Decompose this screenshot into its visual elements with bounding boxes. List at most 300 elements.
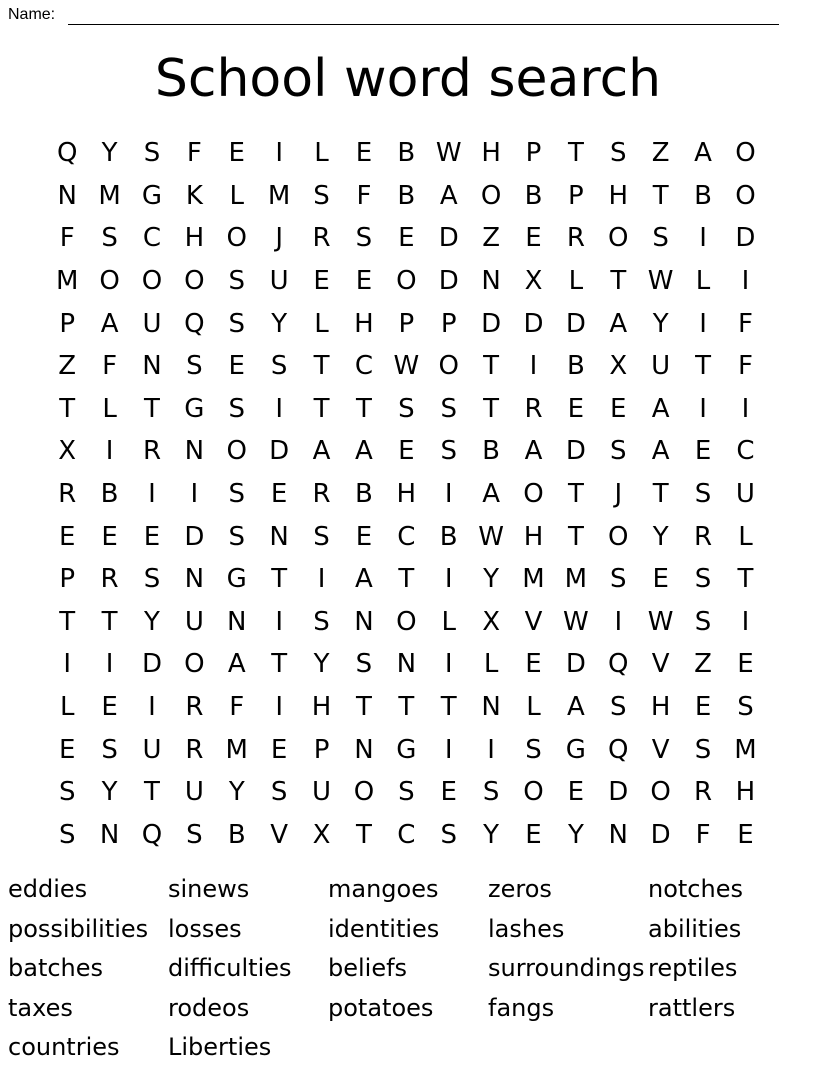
- grid-letter[interactable]: J: [275, 223, 283, 254]
- grid-letter[interactable]: Q: [56, 138, 78, 169]
- grid-letter[interactable]: P: [440, 308, 457, 339]
- grid-letter[interactable]: Y: [483, 564, 500, 595]
- grid-letter[interactable]: S: [186, 819, 203, 850]
- grid-letter[interactable]: C: [142, 223, 162, 254]
- grid-letter[interactable]: V: [651, 649, 670, 680]
- grid-letter[interactable]: E: [652, 564, 669, 595]
- grid-letter[interactable]: E: [398, 436, 415, 467]
- grid-letter[interactable]: E: [398, 223, 415, 254]
- grid-letter[interactable]: T: [355, 393, 372, 424]
- grid-letter[interactable]: B: [694, 180, 712, 211]
- grid-letter[interactable]: I: [444, 734, 453, 765]
- grid-letter[interactable]: B: [100, 479, 119, 510]
- grid-letter[interactable]: O: [480, 180, 502, 211]
- grid-letter[interactable]: A: [227, 649, 246, 680]
- grid-letter[interactable]: F: [356, 180, 372, 211]
- grid-letter[interactable]: T: [652, 180, 669, 211]
- grid-letter[interactable]: D: [565, 649, 586, 680]
- grid-letter[interactable]: I: [190, 479, 199, 510]
- grid-letter[interactable]: X: [609, 351, 628, 382]
- grid-letter[interactable]: O: [650, 777, 671, 808]
- grid-letter[interactable]: F: [695, 819, 711, 850]
- grid-letter[interactable]: A: [482, 479, 500, 510]
- word-list-item: eddies: [8, 875, 88, 903]
- grid-letter[interactable]: R: [100, 564, 119, 595]
- grid-letter[interactable]: B: [439, 521, 458, 552]
- grid-letter[interactable]: D: [438, 266, 459, 297]
- grid-letter[interactable]: I: [444, 479, 453, 510]
- grid-letter[interactable]: E: [355, 521, 373, 552]
- grid-letter[interactable]: W: [647, 606, 674, 637]
- grid-letter[interactable]: E: [101, 692, 118, 723]
- grid-letter[interactable]: L: [59, 692, 75, 723]
- grid-letter[interactable]: O: [523, 479, 544, 510]
- grid-letter[interactable]: E: [694, 436, 712, 467]
- grid-letter[interactable]: M: [267, 180, 291, 211]
- grid-letter[interactable]: A: [524, 436, 543, 467]
- grid-row: [46, 132, 767, 175]
- grid-letter[interactable]: E: [440, 777, 457, 808]
- grid-letter[interactable]: R: [185, 692, 204, 723]
- grid-letter[interactable]: E: [737, 649, 754, 680]
- grid-letter[interactable]: Y: [483, 819, 500, 850]
- grid-letter[interactable]: M: [522, 564, 545, 595]
- grid-letter[interactable]: L: [441, 606, 456, 637]
- grid-letter[interactable]: O: [438, 351, 459, 382]
- grid-letter[interactable]: C: [736, 436, 755, 467]
- grid-letter[interactable]: E: [355, 266, 373, 297]
- grid-letter[interactable]: I: [275, 692, 283, 723]
- grid-letter[interactable]: F: [737, 351, 753, 382]
- grid-letter[interactable]: R: [312, 223, 331, 254]
- word-list-item: taxes: [8, 993, 73, 1022]
- grid-letter[interactable]: O: [608, 521, 629, 552]
- grid-letter[interactable]: T: [737, 564, 754, 595]
- grid-letter[interactable]: E: [270, 734, 288, 765]
- grid-letter[interactable]: I: [444, 564, 453, 595]
- grid-letter[interactable]: S: [398, 777, 415, 808]
- grid-letter[interactable]: I: [699, 308, 707, 339]
- grid-letter[interactable]: E: [525, 819, 542, 850]
- grid-letter[interactable]: H: [354, 308, 374, 339]
- grid-letter[interactable]: W: [435, 138, 462, 169]
- grid-letter[interactable]: Y: [271, 308, 288, 339]
- grid-letter[interactable]: M: [734, 734, 757, 765]
- grid-letter[interactable]: N: [269, 521, 289, 552]
- grid-letter[interactable]: I: [699, 223, 707, 254]
- grid-letter[interactable]: D: [735, 223, 756, 254]
- grid-letter[interactable]: P: [313, 734, 330, 765]
- grid-letter[interactable]: I: [699, 393, 707, 424]
- grid-letter[interactable]: Y: [101, 138, 118, 169]
- grid-letter[interactable]: E: [101, 521, 118, 552]
- grid-letter[interactable]: I: [487, 734, 495, 765]
- grid-letter[interactable]: T: [59, 606, 76, 637]
- grid-letter[interactable]: T: [271, 649, 288, 680]
- grid-letter[interactable]: F: [186, 138, 202, 169]
- grid-letter[interactable]: S: [228, 266, 246, 297]
- grid-letter[interactable]: F: [102, 351, 118, 382]
- grid-letter[interactable]: T: [398, 564, 415, 595]
- grid-letter[interactable]: P: [398, 308, 415, 339]
- grid-letter[interactable]: U: [651, 351, 671, 382]
- grid-letter[interactable]: I: [63, 649, 72, 680]
- grid-letter[interactable]: I: [529, 351, 538, 382]
- grid-letter[interactable]: S: [694, 479, 712, 510]
- grid-letter[interactable]: P: [568, 180, 584, 211]
- grid-letter[interactable]: H: [608, 180, 629, 211]
- grid-letter[interactable]: P: [59, 308, 76, 339]
- grid-letter[interactable]: R: [58, 479, 77, 510]
- grid-letter[interactable]: S: [355, 649, 373, 680]
- grid-letter[interactable]: M: [55, 266, 79, 297]
- grid-letter[interactable]: Y: [228, 777, 245, 808]
- grid-letter[interactable]: H: [735, 777, 756, 808]
- grid-letter[interactable]: T: [483, 351, 500, 382]
- grid-letter[interactable]: T: [313, 393, 330, 424]
- grid-letter[interactable]: S: [58, 819, 76, 850]
- grid-letter[interactable]: I: [275, 606, 283, 637]
- grid-letter[interactable]: S: [143, 138, 161, 169]
- grid-letter[interactable]: S: [440, 393, 457, 424]
- grid-letter[interactable]: T: [144, 777, 160, 808]
- grid-letter[interactable]: L: [526, 692, 541, 723]
- grid-letter[interactable]: S: [355, 223, 373, 254]
- grid-letter[interactable]: S: [228, 308, 246, 339]
- grid-letter[interactable]: I: [317, 564, 326, 595]
- grid-letter[interactable]: D: [650, 819, 671, 850]
- grid-letter[interactable]: P: [59, 564, 76, 595]
- grid-letter[interactable]: E: [525, 649, 542, 680]
- grid-letter[interactable]: C: [397, 521, 416, 552]
- grid-letter[interactable]: Y: [313, 649, 330, 680]
- grid-letter[interactable]: S: [398, 393, 415, 424]
- grid-letter[interactable]: E: [228, 351, 245, 382]
- grid-letter[interactable]: U: [312, 777, 332, 808]
- grid-letter[interactable]: D: [141, 649, 162, 680]
- grid-letter[interactable]: N: [481, 266, 501, 297]
- grid-letter[interactable]: H: [396, 479, 417, 510]
- grid-letter[interactable]: R: [694, 521, 713, 552]
- grid-row: [46, 515, 767, 558]
- grid-letter[interactable]: N: [481, 692, 501, 723]
- grid-letter[interactable]: U: [735, 479, 755, 510]
- grid-letter[interactable]: S: [58, 777, 76, 808]
- grid-letter[interactable]: S: [313, 180, 330, 211]
- grid-letter[interactable]: G: [184, 393, 205, 424]
- grid-letter[interactable]: D: [608, 777, 629, 808]
- grid-letter[interactable]: G: [141, 180, 163, 211]
- grid-letter[interactable]: S: [270, 351, 288, 382]
- grid-letter[interactable]: T: [440, 692, 457, 723]
- grid-letter[interactable]: O: [184, 649, 205, 680]
- grid-letter[interactable]: N: [57, 180, 77, 211]
- grid-letter[interactable]: O: [735, 180, 756, 211]
- grid-letter[interactable]: L: [568, 266, 584, 297]
- grid-letter[interactable]: B: [227, 819, 246, 850]
- grid-letter[interactable]: A: [651, 393, 670, 424]
- grid-letter[interactable]: A: [355, 436, 373, 467]
- grid-letter[interactable]: E: [270, 479, 288, 510]
- grid-letter[interactable]: D: [184, 521, 205, 552]
- grid-letter[interactable]: W: [478, 521, 504, 552]
- grid-letter[interactable]: W: [563, 606, 589, 637]
- grid-letter[interactable]: B: [482, 436, 501, 467]
- grid-letter[interactable]: E: [737, 819, 754, 850]
- grid-letter[interactable]: S: [482, 777, 500, 808]
- grid-letter[interactable]: G: [226, 564, 247, 595]
- grid-letter[interactable]: I: [148, 692, 156, 723]
- grid-letter[interactable]: S: [143, 564, 161, 595]
- grid-letter[interactable]: N: [608, 819, 628, 850]
- grid-letter[interactable]: D: [438, 223, 459, 254]
- grid-letter[interactable]: D: [481, 308, 502, 339]
- grid-letter[interactable]: E: [567, 777, 585, 808]
- grid-row: [46, 728, 767, 771]
- grid-letter[interactable]: H: [481, 138, 501, 169]
- grid-letter[interactable]: T: [101, 606, 118, 637]
- grid-letter[interactable]: P: [525, 138, 542, 169]
- grid-letter[interactable]: Z: [651, 138, 670, 169]
- grid-letter[interactable]: B: [397, 138, 416, 169]
- grid-row: [46, 430, 767, 473]
- grid-letter[interactable]: T: [144, 393, 160, 424]
- grid-letter[interactable]: I: [741, 393, 750, 424]
- grid-letter[interactable]: A: [566, 692, 585, 723]
- grid-letter[interactable]: U: [184, 777, 204, 808]
- grid-letter[interactable]: S: [440, 436, 457, 467]
- grid-letter[interactable]: U: [142, 734, 162, 765]
- grid-letter[interactable]: N: [142, 351, 162, 382]
- grid-letter[interactable]: R: [524, 393, 543, 424]
- grid-letter[interactable]: O: [226, 436, 247, 467]
- grid-letter[interactable]: B: [355, 479, 373, 510]
- grid-letter[interactable]: L: [314, 308, 329, 339]
- grid-letter[interactable]: S: [694, 564, 712, 595]
- grid-letter[interactable]: N: [184, 564, 205, 595]
- grid-letter[interactable]: V: [524, 606, 543, 637]
- grid-letter[interactable]: S: [525, 734, 542, 765]
- grid-letter[interactable]: T: [567, 479, 584, 510]
- grid-letter[interactable]: G: [565, 734, 586, 765]
- grid-letter[interactable]: I: [148, 479, 156, 510]
- grid-letter[interactable]: H: [650, 692, 671, 723]
- grid-letter[interactable]: O: [141, 266, 163, 297]
- grid-letter[interactable]: S: [270, 777, 288, 808]
- grid-letter[interactable]: A: [312, 436, 331, 467]
- grid-letter[interactable]: T: [610, 266, 627, 297]
- grid-letter[interactable]: Y: [652, 521, 669, 552]
- grid-letter[interactable]: O: [735, 138, 756, 169]
- grid-letter[interactable]: Y: [652, 308, 669, 339]
- grid-letter[interactable]: Y: [101, 777, 118, 808]
- grid-letter[interactable]: I: [275, 393, 283, 424]
- grid-letter[interactable]: W: [647, 266, 674, 297]
- grid-letter[interactable]: T: [567, 138, 584, 169]
- grid-letter[interactable]: E: [567, 393, 585, 424]
- grid-letter[interactable]: N: [354, 606, 374, 637]
- grid-letter[interactable]: Q: [184, 308, 205, 339]
- grid-letter[interactable]: B: [524, 180, 543, 211]
- grid-letter[interactable]: N: [396, 649, 417, 680]
- grid-letter[interactable]: E: [58, 734, 76, 765]
- grid-letter[interactable]: S: [610, 692, 627, 723]
- grid-letter[interactable]: T: [355, 692, 372, 723]
- grid-letter[interactable]: O: [396, 266, 417, 297]
- grid-letter[interactable]: M: [564, 564, 588, 595]
- grid-letter[interactable]: Z: [58, 351, 77, 382]
- grid-letter[interactable]: I: [275, 138, 283, 169]
- grid-letter[interactable]: X: [58, 436, 77, 467]
- grid-letter[interactable]: S: [313, 606, 330, 637]
- grid-letter[interactable]: U: [269, 266, 289, 297]
- grid-letter[interactable]: L: [102, 393, 117, 424]
- grid-letter[interactable]: Q: [608, 649, 629, 680]
- grid-letter[interactable]: E: [694, 692, 712, 723]
- grid-letter[interactable]: S: [101, 223, 118, 254]
- grid-letter[interactable]: H: [311, 692, 332, 723]
- word-list-item: countries: [8, 1033, 120, 1061]
- grid-letter[interactable]: N: [227, 606, 247, 637]
- grid-letter[interactable]: Y: [144, 606, 160, 637]
- grid-letter[interactable]: L: [738, 521, 753, 552]
- grid-letter[interactable]: A: [694, 138, 712, 169]
- grid-letter[interactable]: T: [652, 479, 669, 510]
- grid-letter[interactable]: B: [397, 180, 416, 211]
- grid-letter[interactable]: C: [397, 819, 416, 850]
- grid-letter[interactable]: I: [105, 649, 114, 680]
- grid-letter[interactable]: S: [101, 734, 118, 765]
- grid-letter[interactable]: S: [652, 223, 669, 254]
- grid-letter[interactable]: T: [398, 692, 415, 723]
- grid-letter[interactable]: T: [567, 521, 584, 552]
- grid-letter[interactable]: M: [98, 180, 121, 211]
- grid-letter[interactable]: T: [313, 351, 330, 382]
- grid-letter[interactable]: M: [225, 734, 248, 765]
- grid-letter[interactable]: O: [184, 266, 205, 297]
- grid-letter[interactable]: S: [610, 436, 627, 467]
- grid-letter[interactable]: R: [566, 223, 585, 254]
- grid-letter[interactable]: K: [185, 180, 203, 211]
- grid-letter[interactable]: Q: [608, 734, 629, 765]
- grid-letter[interactable]: A: [609, 308, 628, 339]
- grid-letter[interactable]: H: [523, 521, 544, 552]
- grid-letter[interactable]: T: [355, 819, 372, 850]
- grid-letter[interactable]: T: [59, 393, 76, 424]
- grid-letter[interactable]: S: [313, 521, 330, 552]
- grid-letter[interactable]: R: [142, 436, 162, 467]
- grid-letter[interactable]: O: [608, 223, 629, 254]
- grid-letter[interactable]: U: [184, 606, 204, 637]
- grid-letter[interactable]: R: [312, 479, 331, 510]
- grid-letter[interactable]: S: [610, 138, 627, 169]
- grid-letter[interactable]: E: [313, 266, 330, 297]
- grid-letter[interactable]: A: [100, 308, 119, 339]
- grid-letter[interactable]: L: [695, 266, 711, 297]
- grid-letter[interactable]: X: [312, 819, 331, 850]
- grid-letter[interactable]: W: [393, 351, 420, 382]
- grid-letter[interactable]: A: [355, 564, 373, 595]
- grid-letter[interactable]: O: [523, 777, 544, 808]
- grid-letter[interactable]: Z: [694, 649, 712, 680]
- grid-letter[interactable]: E: [525, 223, 542, 254]
- grid-letter[interactable]: C: [354, 351, 373, 382]
- grid-letter[interactable]: A: [439, 180, 458, 211]
- grid-letter[interactable]: R: [185, 734, 204, 765]
- grid-letter[interactable]: O: [396, 606, 417, 637]
- grid-letter[interactable]: F: [737, 308, 753, 339]
- grid-letter[interactable]: V: [651, 734, 670, 765]
- grid-letter[interactable]: U: [142, 308, 162, 339]
- grid-letter[interactable]: Q: [141, 819, 163, 850]
- grid-letter[interactable]: S: [694, 606, 712, 637]
- grid-letter[interactable]: E: [228, 138, 245, 169]
- grid-letter[interactable]: D: [565, 308, 586, 339]
- grid-letter[interactable]: L: [229, 180, 244, 211]
- grid-letter[interactable]: I: [105, 436, 114, 467]
- grid-letter[interactable]: T: [271, 564, 288, 595]
- grid-letter[interactable]: D: [523, 308, 544, 339]
- grid-letter[interactable]: S: [186, 351, 203, 382]
- grid-letter[interactable]: S: [228, 521, 246, 552]
- grid-letter[interactable]: O: [226, 223, 247, 254]
- grid-letter[interactable]: N: [184, 436, 205, 467]
- grid-letter[interactable]: F: [59, 223, 75, 254]
- grid-row: [46, 601, 767, 644]
- grid-letter[interactable]: T: [483, 393, 500, 424]
- grid-letter[interactable]: B: [566, 351, 585, 382]
- grid-letter[interactable]: D: [565, 436, 586, 467]
- grid-letter[interactable]: Y: [567, 819, 584, 850]
- grid-letter[interactable]: S: [440, 819, 457, 850]
- grid-letter[interactable]: E: [355, 138, 373, 169]
- grid-letter[interactable]: N: [99, 819, 120, 850]
- grid-letter[interactable]: G: [396, 734, 417, 765]
- grid-letter[interactable]: T: [695, 351, 711, 382]
- grid-letter[interactable]: N: [354, 734, 374, 765]
- grid-letter[interactable]: V: [270, 819, 289, 850]
- grid-letter[interactable]: S: [694, 734, 712, 765]
- grid-letter[interactable]: A: [651, 436, 670, 467]
- grid-row: [46, 771, 767, 814]
- grid-letter[interactable]: X: [524, 266, 543, 297]
- grid-letter[interactable]: S: [228, 393, 246, 424]
- grid-letter[interactable]: E: [143, 521, 161, 552]
- grid-letter[interactable]: I: [614, 606, 623, 637]
- grid-letter[interactable]: J: [614, 479, 623, 510]
- grid-letter[interactable]: O: [353, 777, 375, 808]
- grid-letter[interactable]: S: [610, 564, 627, 595]
- grid-letter[interactable]: I: [741, 266, 750, 297]
- grid-letter[interactable]: D: [269, 436, 290, 467]
- grid-letter[interactable]: E: [58, 521, 76, 552]
- grid-row: [46, 814, 767, 857]
- grid-letter[interactable]: I: [741, 606, 750, 637]
- grid-letter[interactable]: S: [228, 479, 246, 510]
- grid-letter[interactable]: L: [314, 138, 329, 169]
- grid-letter[interactable]: E: [610, 393, 627, 424]
- grid-letter[interactable]: H: [184, 223, 205, 254]
- grid-letter[interactable]: S: [737, 692, 754, 723]
- grid-letter[interactable]: F: [229, 692, 245, 723]
- name-line[interactable]: [68, 24, 779, 25]
- grid-letter[interactable]: L: [483, 649, 499, 680]
- grid-letter[interactable]: O: [99, 266, 120, 297]
- grid-letter[interactable]: Z: [482, 223, 500, 254]
- grid-letter[interactable]: I: [444, 649, 453, 680]
- grid-letter[interactable]: R: [694, 777, 713, 808]
- grid-letter[interactable]: X: [482, 606, 500, 637]
